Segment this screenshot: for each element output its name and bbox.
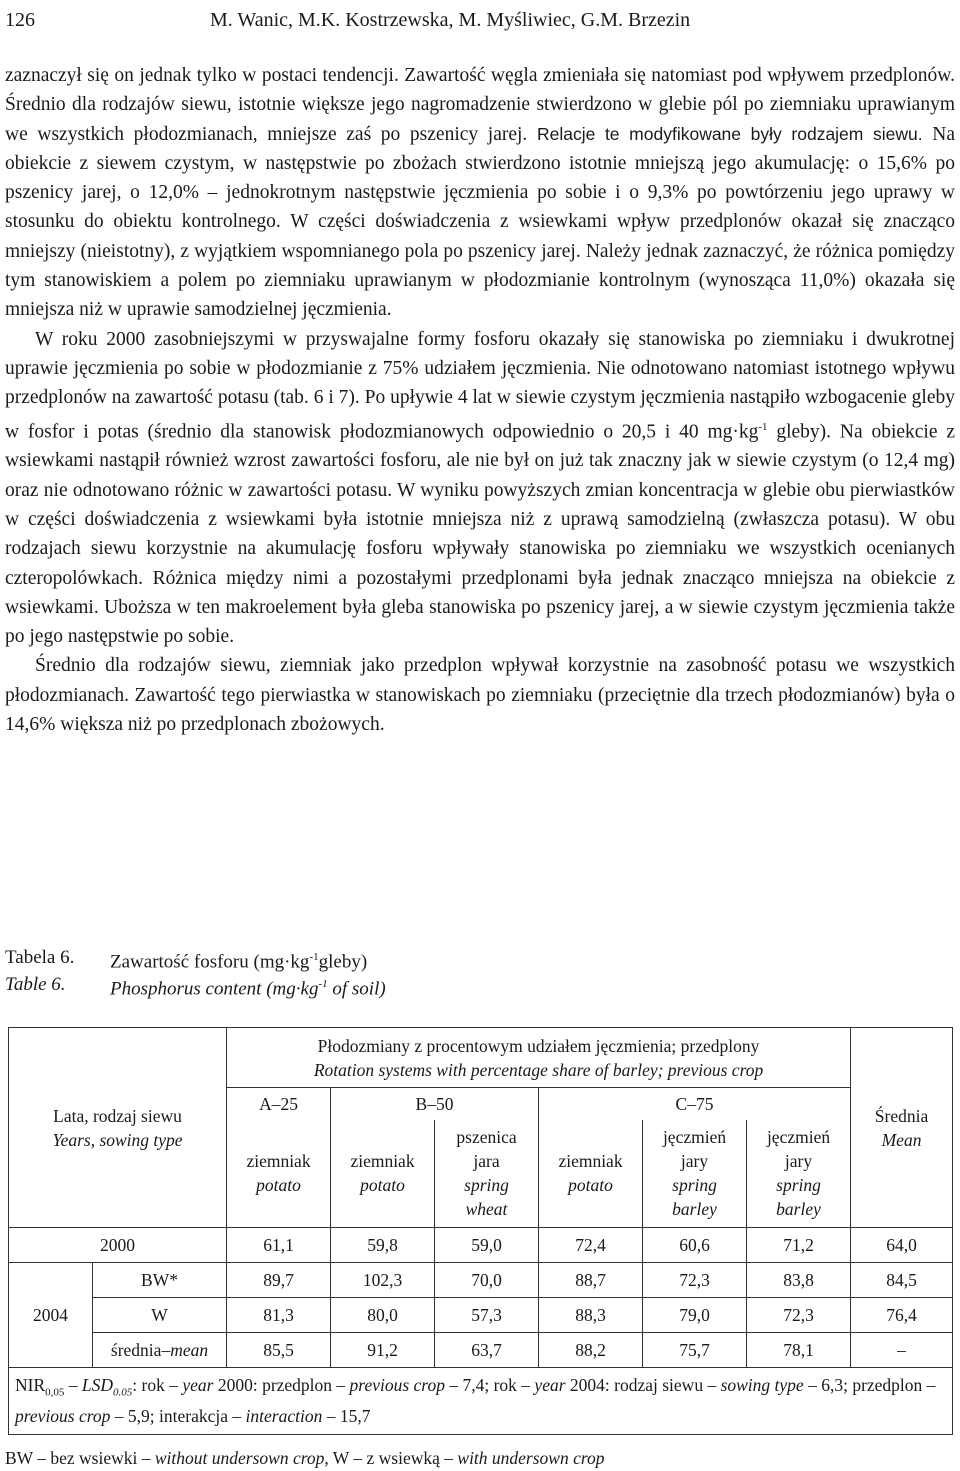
cell: 75,7: [643, 1333, 747, 1368]
crop-c-barley-1: jęczmień jary spring barley: [643, 1120, 747, 1228]
caption-label-en: Table 6.: [5, 974, 66, 995]
header-years-sowing: Lata, rodzaj siewu Years, sowing type: [9, 1028, 227, 1228]
table-row-mean: [9, 1333, 953, 1368]
cell: 84,5: [851, 1263, 953, 1298]
cell: 61,1: [227, 1228, 331, 1263]
row-label-w: W: [93, 1298, 227, 1333]
paragraph-2: [5, 325, 955, 652]
cell: –: [851, 1333, 953, 1368]
page-number: 126: [5, 9, 35, 31]
paragraph-1: [5, 61, 955, 325]
row-label-mean: średnia–mean: [93, 1333, 227, 1368]
paragraph-3: Średnio dla rodzajów siewu, ziemniak jako przedplon wpływał korzystnie na zasobność potasu we wszystkich płodozmianach. Zawartość tego pierwiastka w stanowiskach po ziemniaku (przeciętnie dla trzech płodozmianów) była o 14,6% większa niż po przedplonach zbożowych.: [5, 655, 955, 736]
paragraph-1-part-b: Relacje te modyfikowane były rodzajem siewu.: [536, 123, 923, 144]
cell: 72,3: [643, 1263, 747, 1298]
cell: 88,7: [539, 1263, 643, 1298]
nir-lsd-note: $NIR_{0,05} - LSD_{0.05}$: rok – year 2000: przedplon – previous crop – 7,4; rok – year 2004: rodzaj siewu – sowing type – 6,3; przedplon – previous crop – 5,9; interakcja – interaction – 15,7: [9, 1368, 953, 1435]
paragraph-1-part-a: zaznaczył się on jednak tylko w postaci tendencji. Zawartość węgla zmieniała się natomiast pod wpływem przedplonów. Średnio dla rodzajów siewu, istotnie większe jego nagromadzenie stwierdzono w glebie pól po ziemniaku uprawianym we wszystkich płodozmianach, mniejsze zaś po pszenicy jarej.: [5, 65, 955, 145]
row-label-2004: 2004: [9, 1263, 93, 1368]
table-row-2000: [9, 1228, 953, 1263]
row-label-bw: BW*: [93, 1263, 227, 1298]
cell: 102,3: [331, 1263, 435, 1298]
cell: 72,4: [539, 1228, 643, 1263]
crop-c-barley-2: jęczmień jary spring barley: [747, 1120, 851, 1228]
phosphorus-table: [8, 1027, 953, 1435]
table-legend: BW – bez wsiewki – without undersown crop, W – z wsiewką – with undersown crop: [5, 1448, 605, 1468]
paragraph-1-part-c: Na obiekcie z siewem czystym, w następstwie po zbożach stwierdzono istotnie mniejszą jego akumulację: o 15,6% po pszenicy jarej, o 12,0% – jednokrotnym następstwie jęczmienia po sobie i o 9,3% po powtórzeniu jego uprawy w stosunku do obiektu kontrolnego. W części doświadczenia z wsiewkami wpływ przedplonów okazał się znacząco mniejszy (nieistotny), z wyjątkiem wspomnianego pola po pszenicy jarej. Należy jednak zaznaczyć, że różnica pomiędzy tym stanowiskiem a polem po ziemniaku uprawianym w płodozmianie kontrolnym (wynosząca 11,0%) okazała się mniejsza niż w uprawie samodzielnej jęczmienia.: [5, 123, 955, 321]
cell: 64,0: [851, 1228, 953, 1263]
cell: 88,3: [539, 1298, 643, 1333]
paragraph-2-superscript: -1: [758, 420, 768, 433]
running-head-authors: M. Wanic, M.K. Kostrzewska, M. Myśliwiec, G.M. Brzezin: [210, 9, 691, 31]
cell: 59,8: [331, 1228, 435, 1263]
table-row-bw: [9, 1263, 953, 1298]
table-caption: [5, 944, 955, 998]
cell: 83,8: [747, 1263, 851, 1298]
crop-b-potato: ziemniak potato: [331, 1120, 435, 1228]
cell: 80,0: [331, 1298, 435, 1333]
table-footnote-row: [9, 1368, 953, 1435]
paragraph-2-part-b: gleby). Na obiekcie z wsiewkami nastąpił również wzrost zawartości fosforu, ale nie był on już tak znaczny jak w siewie czystym (o 12,4 mg) oraz nie odnotowano różnic w zawartości potasu. W wyniku powyższych zmian koncentracja w glebie obu pierwiastków w części doświadczenia z wsiewkami była istotnie mniejsza niż z uprawą samodzielną (zwłaszcza potasu). W obu rodzajach siewu korzystnie na akumulację fosforu wpływały stanowiska po ziemniaku we wszystkich ocenianych czteropolówkach. Różnica między nimi a pozostałymi przedplonami była jednak znacząco mniejsza na obiekcie z wsiewkami. Uboższa w ten makroelement była gleba stanowiska po pszenicy jarej, a w siewie czystym jęczmienia także po jego następstwie po sobie.: [5, 421, 955, 648]
header-rotation: Płodozmiany z procentowym udziałem jęczmienia; przedplony Rotation systems with percentage share of barley; previous crop: [227, 1028, 851, 1088]
row-label-2000: 2000: [9, 1228, 227, 1263]
cell: 88,2: [539, 1333, 643, 1368]
cell: 81,3: [227, 1298, 331, 1333]
crop-b-wheat: pszenica jara spring wheat: [435, 1120, 539, 1228]
crop-a-potato: ziemniak potato: [227, 1120, 331, 1228]
header-group-c: C–75: [539, 1088, 851, 1120]
paragraph-2-part-a: W roku 2000 zasobniejszymi w przyswajalne formy fosforu okazały się stanowiska po ziemniaku i dwukrotnej uprawie jęczmienia po sobie w płodozmianie z 75% udziałem jęczmienia. Nie odnotowano natomiast istotnego wpływu przedplonów na zawartość potasu (tab. 6 i 7). Po upływie 4 lat w siewie czystym jęczmienia nastąpiło wzbogacenie gleby w fosfor i potas (średnio dla stanowisk płodozmianowych odpowiednio o 20,5 i 40 mg·kg: [5, 328, 955, 443]
cell: 89,7: [227, 1263, 331, 1298]
cell: 85,5: [227, 1333, 331, 1368]
cell: 59,0: [435, 1228, 539, 1263]
caption-title-pl: Zawartość fosforu $(mg\cdot kg^{-1}gleby)$: [110, 951, 368, 973]
cell: 91,2: [331, 1333, 435, 1368]
table-row-w: [9, 1298, 953, 1333]
cell: 70,0: [435, 1263, 539, 1298]
cell: 57,3: [435, 1298, 539, 1333]
caption-label-pl: Tabela 6.: [5, 947, 75, 968]
header-group-a: A–25: [227, 1088, 331, 1120]
cell: 60,6: [643, 1228, 747, 1263]
cell: 63,7: [435, 1333, 539, 1368]
caption-polish: [5, 944, 955, 971]
cell: 79,0: [643, 1298, 747, 1333]
cell: 78,1: [747, 1333, 851, 1368]
caption-title-en: Phosphorus content ($mg\cdot kg^{-1}$ of soil): [110, 978, 386, 1000]
cell: 72,3: [747, 1298, 851, 1333]
caption-english: [5, 971, 955, 998]
header-group-b: B–50: [331, 1088, 539, 1120]
cell: 71,2: [747, 1228, 851, 1263]
header-mean: Średnia Mean: [851, 1028, 953, 1228]
cell: 76,4: [851, 1298, 953, 1333]
table-header-row-1: [9, 1028, 953, 1088]
body-text: [5, 61, 955, 739]
crop-c-potato: ziemniak potato: [539, 1120, 643, 1228]
page-header: [5, 4, 955, 36]
